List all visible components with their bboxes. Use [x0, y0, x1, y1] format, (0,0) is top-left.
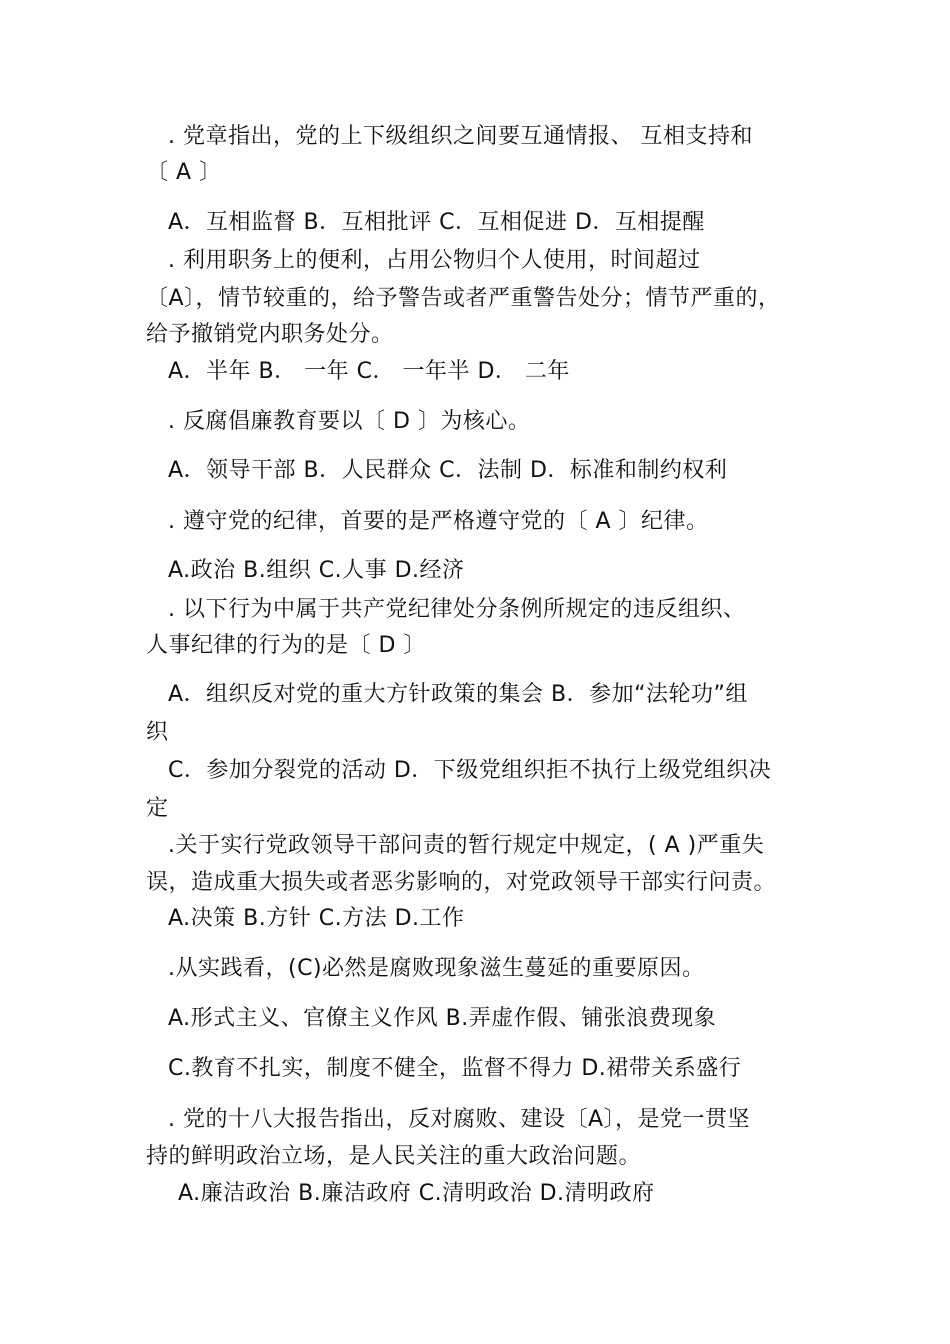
question-2-options: A．半年 B． 一年 C． 一年半 D． 二年	[168, 359, 570, 384]
question-6-stem-line-2: 误，造成重大损失或者恶劣影响的，对党政领导干部实行问责。	[146, 870, 777, 895]
question-5-option-line-4: 定	[146, 796, 169, 821]
question-8-options: A.廉洁政治 B.廉洁政府 C.清明政治 D.清明政府	[178, 1181, 655, 1206]
question-7-option-line-2: C.教育不扎实，制度不健全，监督不得力 D.裙带关系盛行	[168, 1056, 742, 1081]
question-2-stem-line-3: 给予撤销党内职务处分。	[146, 322, 394, 347]
question-1-stem-line-1: . 党章指出，党的上下级组织之间要互通情报、 互相支持和	[168, 124, 753, 149]
question-6-stem-line-1: .关于实行党政领导干部问责的暂行规定中规定，( A )严重失	[168, 833, 765, 858]
question-2-stem-line-2: 〔A〕，情节较重的，给予警告或者严重警告处分；情节严重的，	[146, 286, 781, 311]
question-5-stem-line-2: 人事纪律的行为的是〔 D 〕	[146, 633, 426, 658]
question-3-options: A．领导干部 B．人民群众 C．法制 D．标准和制约权利	[168, 458, 728, 483]
question-7-stem: .从实践看，(C)必然是腐败现象滋生蔓延的重要原因。	[168, 956, 705, 981]
question-5-option-line-1: A．组织反对党的重大方针政策的集会 B．参加“法轮功”组	[168, 682, 748, 707]
question-3-stem: . 反腐倡廉教育要以〔 D 〕为核心。	[168, 409, 531, 434]
question-6-options: A.决策 B.方针 C.方法 D.工作	[168, 906, 465, 931]
question-2-stem-line-1: . 利用职务上的便利，占用公物归个人使用，时间超过	[168, 248, 701, 273]
question-4-stem: . 遵守党的纪律，首要的是严格遵守党的〔 A 〕纪律。	[168, 509, 709, 534]
question-1-stem-line-2: 〔 A 〕	[146, 160, 222, 185]
question-5-option-line-2: 织	[146, 720, 169, 745]
question-5-stem-line-1: . 以下行为中属于共产党纪律处分条例所规定的违反组织、	[168, 597, 746, 622]
question-8-stem-line-1: . 党的十八大报告指出，反对腐败、建设〔A〕，是党一贯坚	[168, 1107, 751, 1132]
question-8-stem-line-2: 持的鲜明政治立场，是人民关注的重大政治问题。	[146, 1144, 642, 1169]
question-4-options: A.政治 B.组织 C.人事 D.经济	[168, 558, 465, 583]
question-7-option-line-1: A.形式主义、官僚主义作风 B.弄虚作假、铺张浪费现象	[168, 1006, 717, 1031]
question-1-options: A．互相监督 B．互相批评 C．互相促进 D．互相提醒	[168, 210, 705, 235]
question-5-option-line-3: C．参加分裂党的活动 D．下级党组织拒不执行上级党组织决	[168, 758, 772, 783]
